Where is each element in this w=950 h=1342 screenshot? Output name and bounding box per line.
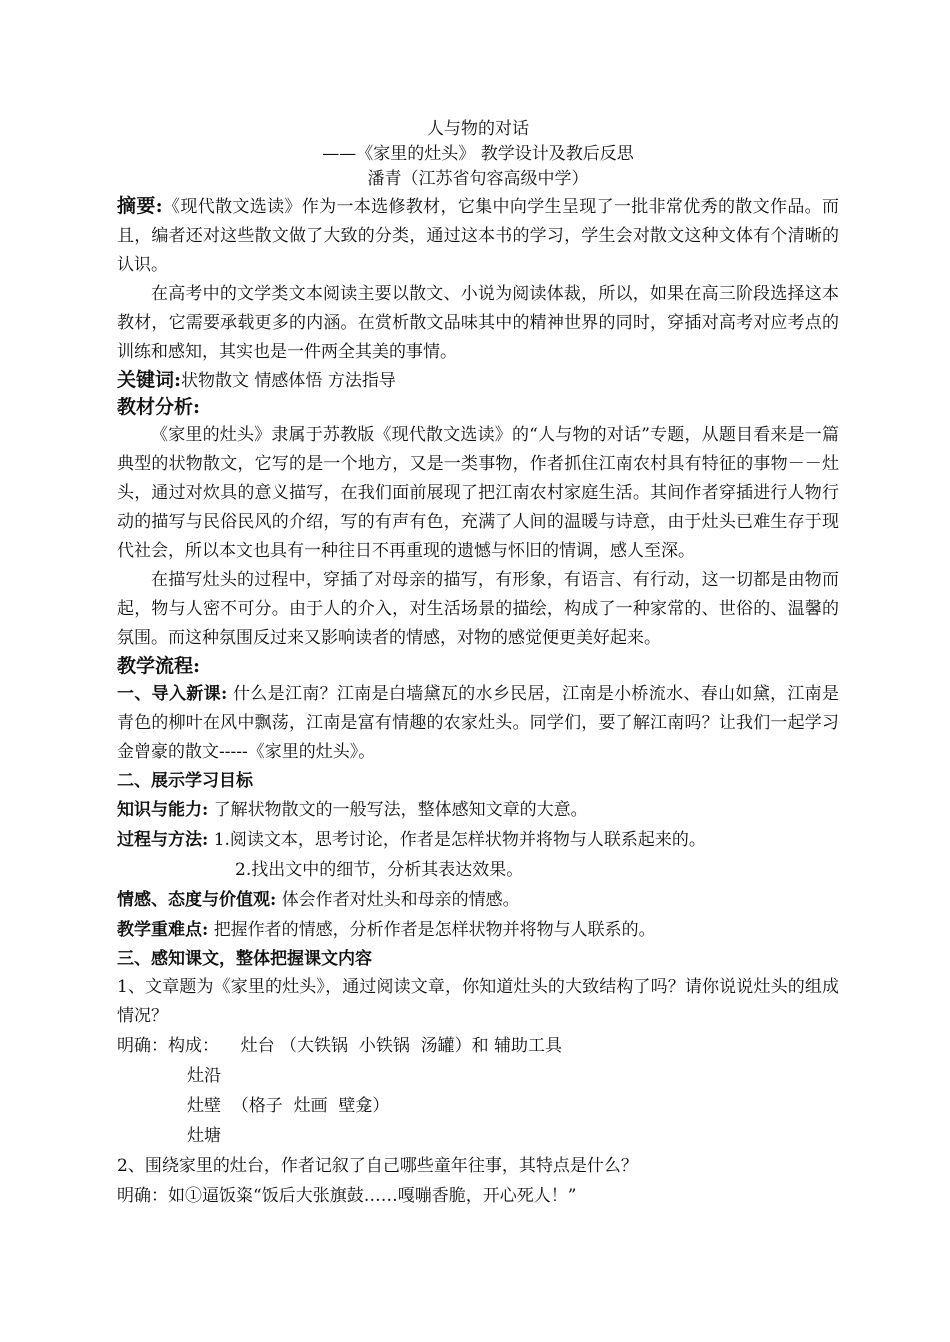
goal-emotion (117, 885, 839, 915)
analysis-paragraph-1: 《家里的灶头》隶属于苏教版《现代散文选读》的“人与物的对话”专题，从题目看来是一篇典型的状物散文，它写的是一个地方，又是一类事物，作者抓住江南农村具有特征的事物－－灶头，通过对炊具的意义描写，在我们面前展现了把江南农村家庭生活。其间作者穿插进行人物行动的描写与民俗民风的介绍，写的有声有色，充满了人间的温暖与诗意，由于灶头已难生存于现代社会，所以本文也具有一种往日不再重现的遗憾与怀旧的情调，感人至深。 (117, 425, 839, 561)
doc-author: 潘青（江苏省句容高级中学） (367, 169, 589, 189)
perceive-heading: 三、感知课文，整体把握课文内容 (117, 949, 372, 969)
document-page (117, 117, 839, 1211)
intro-label: 一、导入新课: (117, 684, 228, 704)
goal-process-text-1: 1.阅读文本，思考讨论，作者是怎样状物并将物与人联系起来的。 (213, 830, 706, 850)
analysis-heading: 教材分析: (117, 396, 201, 418)
intro-text: 什么是江南？江南是白墙黛瓦的水乡民居，江南是小桥流水、春山如黛，江南是青色的柳叶在风中飘荡，江南是富有情趣的农家灶头。同学们，要了解江南吗？让我们一起学习金曾豪的散文-----《家里的灶头》。 (117, 684, 840, 762)
answer-1-line-4: 灶塘 (187, 1126, 221, 1146)
answer-1-line-1: 明确：构成： 灶台 （大铁锅 小铁锅 汤罐）和 辅助工具 (117, 1036, 563, 1056)
goal-knowledge-text: 了解状物散文的一般写法，整体感知文章的大意。 (213, 800, 588, 820)
goal-knowledge (117, 795, 839, 825)
goal-process-label: 过程与方法: (117, 830, 209, 850)
process-heading: 教学流程: (117, 655, 201, 677)
question-2: 2、围绕家里的灶台，作者记叙了自己哪些童年往事，其特点是什么？ (117, 1156, 638, 1176)
answer-2: 明确：如①逼饭粢“饭后大张旗鼓……嘎嘣香脆，开心死人！” (117, 1186, 577, 1206)
goal-difficulty-text: 把握作者的情感，分析作者是怎样状物并将物与人联系的。 (213, 920, 656, 940)
doc-subtitle: ——《家里的灶头》 教学设计及教后反思 (322, 144, 634, 164)
goal-emotion-label: 情感、态度与价值观: (117, 890, 277, 910)
abstract-label: 摘要: (117, 195, 163, 217)
keywords-label: 关键词: (117, 369, 182, 391)
intro-paragraph (117, 680, 839, 767)
abstract-paragraph (117, 192, 839, 280)
abstract-text: 《现代散文选读》作为一本选修教材，它集中向学生呈现了一批非常优秀的散文作品。而且，编者还对这些散文做了大致的分类，通过这本书的学习，学生会对散文这种文体有个清晰的认识。 (117, 197, 840, 275)
analysis-paragraph-2: 在描写灶头的过程中，穿插了对母亲的描写，有形象，有语言、有行动，这一切都是由物而起，物与人密不可分。由于人的介入，对生活场景的描绘，构成了一种家常的、世俗的、温馨的氛围。而这种氛围反过来又影响读者的情感，对物的感觉便更美好起来。 (117, 570, 839, 648)
goal-difficulty (117, 915, 839, 945)
doc-title: 人与物的对话 (427, 119, 529, 139)
answer-1-line-2: 灶沿 (187, 1066, 221, 1086)
answer-1-line-3: 灶壁 （格子 灶画 壁龛） (187, 1096, 390, 1116)
keywords-line (117, 367, 839, 394)
goal-knowledge-label: 知识与能力: (117, 800, 209, 820)
abstract-paragraph-2: 在高考中的文学类文本阅读主要以散文、小说为阅读体裁，所以，如果在高三阶段选择这本教材，它需要承载更多的内涵。在赏析散文品味其中的精神世界的同时，穿插对高考对应考点的训练和感知，其实也是一件两全其美的事情。 (117, 284, 839, 362)
keywords-text: 状物散文 情感体悟 方法指导 (181, 371, 396, 391)
goal-process (117, 825, 839, 855)
question-1: 1、文章题为《家里的灶头》，通过阅读文章，你知道灶头的大致结构了吗？请你说说灶头的组成情况？ (117, 977, 839, 1026)
goal-emotion-text: 体会作者对灶头和母亲的情感。 (281, 890, 520, 910)
goals-heading: 二、展示学习目标 (117, 771, 253, 791)
goal-difficulty-label: 教学重难点: (117, 920, 209, 940)
goal-process-text-2: 2.找出文中的细节，分析其表达效果。 (235, 860, 524, 880)
